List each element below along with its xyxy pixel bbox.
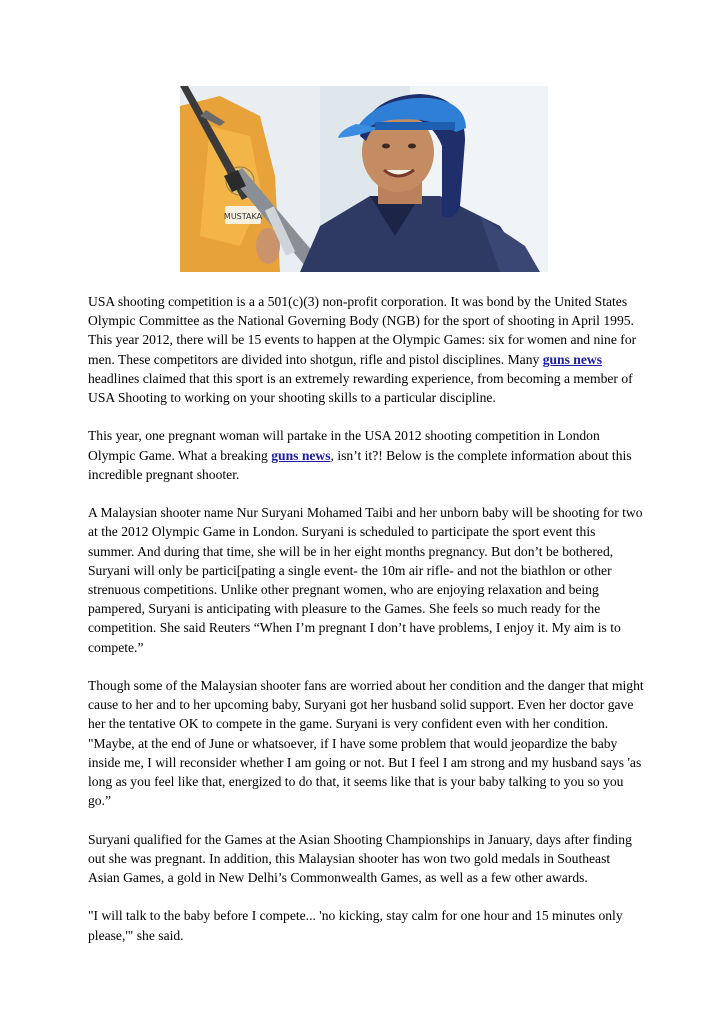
- paragraph: [88, 676, 644, 810]
- article-photo: [180, 86, 548, 272]
- paragraph-text: This year, one pregnant woman will partake in the USA 2012 shooting competition in London Olympic Game. What a breaking: [88, 428, 600, 463]
- paragraph: [88, 503, 644, 657]
- paragraph-text: "I will talk to the baby before I compete... 'no kicking, stay calm for one hour and 15 minutes only please,'" she said.: [88, 908, 623, 943]
- paragraph-text: A Malaysian shooter name Nur Suryani Mohamed Taibi and her unborn baby will be shooting for two at the 2012 Olympic Game in London. Suryani is scheduled to participate the sport event this summer. And during that time, she will be in her eight months pregnancy. But don’t be bothered, Suryani will only be partici[pating a single event- the 10m air rifle- and not the biathlon or other strenuous competitions. Unlike other pregnant women, who are enjoying relaxation and being pampered, Suryani is anticipating with pleasure to the Games. She feels so much ready for the competition. She said Reuters “When I’m pregnant I don’t have problems, I enjoy it. My aim is to compete.”: [88, 505, 643, 655]
- paragraph-text: , isn’t it?! Below is the complete information about this incredible pregnant shooter.: [88, 447, 632, 482]
- paragraph-text: Suryani qualified for the Games at the Asian Shooting Championships in January, days after finding out she was pregnant. In addition, this Malaysian shooter has won two gold medals in Southeast Asian Games, a gold in New Delhi’s Commonwealth Games, as well as a few other awards.: [88, 831, 632, 886]
- badge-text: MUSTAKA: [223, 212, 263, 221]
- paragraph: [88, 830, 644, 888]
- paragraph-text: headlines claimed that this sport is an extremely rewarding experience, from becoming a member of USA Shooting to working on your shooting skills to a particular discipline.: [88, 370, 633, 406]
- photo-illustration: [180, 86, 548, 272]
- paragraph: [88, 906, 644, 944]
- paragraph: [88, 292, 644, 407]
- paragraph: [88, 426, 644, 484]
- article-body: [88, 292, 644, 945]
- paragraph-text: Though some of the Malaysian shooter fans are worried about her condition and the danger that might cause to her and to her upcoming baby, Suryani got her husband solid support. Even her doctor gave her the tentative OK to compete in the game. Suryani is very confident even with her condition. "Maybe, at the end of June or whatsoever, if I have some problem that would jeopardize the baby inside me, I will reconsider whether I am going or not. But I feel I am strong and my husband says 'as long as you feel like that, energized to do that, it seems like that is your baby talking to you so you go.”: [88, 678, 644, 809]
- guns-news-link[interactable]: guns news: [271, 447, 331, 463]
- guns-news-link[interactable]: guns news: [542, 351, 602, 367]
- paragraph-text: USA shooting competition is a a 501(c)(3) non-profit corporation. It was bond by the United States Olympic Committee as the National Governing Body (NGB) for the sport of shooting in April 1995. This year 2012, there will be 15 events to happen at the Olympic Games: six for women and nine for men. These competitors are divided into shotgun, rifle and pistol disciplines. Many: [88, 294, 637, 367]
